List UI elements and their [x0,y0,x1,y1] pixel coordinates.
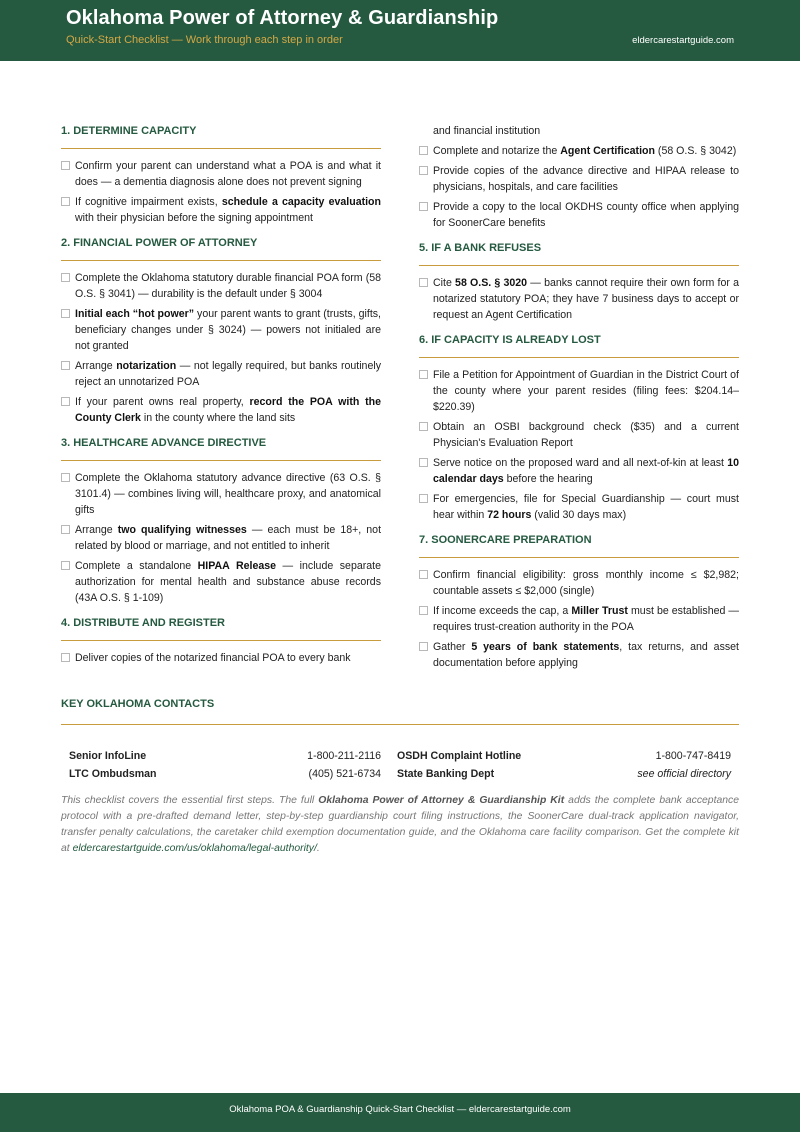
contact-name: OSDH Complaint Hotline [397,750,522,762]
checklist-item: If cognitive impairment exists, schedule a capacity evaluation with their physician before the signing appointment [61,194,381,226]
checkbox[interactable] [61,197,70,206]
checkbox[interactable] [419,642,428,651]
checklist-item: Provide a copy to the local OKDHS county office when applying for SoonerCare benefits [419,199,739,231]
checklist-item: File a Petition for Appointment of Guardian in the District Court of the county where your parent resides (filing fees: $204.14–$220.39) [419,367,739,415]
checkbox[interactable] [61,525,70,534]
checklist-item: Complete the Oklahoma statutory advance directive (63 O.S. § 3101.4) — combines living will, healthcare proxy, and anatomical gifts [61,470,381,518]
checklist-item: If your parent owns real property, record the POA with the County Clerk in the county where the land sits [61,394,381,426]
contacts-table [69,747,731,783]
checkbox[interactable] [61,309,70,318]
checkbox[interactable] [419,570,428,579]
section-heading: 3. HEALTHCARE ADVANCE DIRECTIVE [61,435,381,461]
checkbox[interactable] [61,653,70,662]
checkbox[interactable] [419,606,428,615]
contact-name: State Banking Dept [397,768,495,780]
right-column [419,123,739,675]
section-heading: 4. DISTRIBUTE AND REGISTER [61,615,381,641]
contact-phone: 1-800-211-2116 [307,750,381,762]
checkbox[interactable] [419,494,428,503]
section-heading: 6. IF CAPACITY IS ALREADY LOST [419,332,739,358]
checklist-item: If income exceeds the cap, a Miller Trust must be established — requires trust-creation authority in the POA [419,603,739,635]
contact-name: Senior InfoLine [69,750,147,762]
footer-text: Oklahoma POA & Guardianship Quick-Start Checklist — eldercarestartguide.com [229,1104,571,1115]
footer-bar [0,1093,800,1132]
left-column [61,123,381,670]
checklist-item: Arrange notarization — not legally required, but banks routinely reject an unnotarized POA [61,358,381,390]
contacts-row [69,747,731,765]
checkbox[interactable] [61,473,70,482]
contact-directory-note: see official directory [637,768,731,780]
kit-note: This checklist covers the essential first steps. The full Oklahoma Power of Attorney & Guardianship Kit adds the complete bank acceptance protocol with a pre-drafted demand letter, step-by-step guardianship court filing instructions, the SoonerCare dual-track application navigator, transfer penalty calculations, the caretaker child exemption documentation guide, and the Oklahoma care facility comparison. Get the complete kit at eldercarestartguide.com/us/oklahoma/legal-authority/. [61,795,739,854]
contacts-heading: KEY OKLAHOMA CONTACTS [61,696,739,725]
checkbox[interactable] [419,202,428,211]
checklist-item: Deliver copies of the notarized financial POA to every bank [61,650,381,666]
kit-name: Oklahoma Power of Attorney & Guardianship Kit [318,795,565,806]
checklist-item: Initial each “hot power” your parent wants to grant (trusts, gifts, beneficiary changes under § 3024) — powers not initialed are not granted [61,306,381,354]
section-heading: 5. IF A BANK REFUSES [419,240,739,266]
contact-phone: 1-800-747-8419 [655,750,731,762]
checklist-item: Arrange two qualifying witnesses — each must be 18+, not related by blood or marriage, and not entitled to inherit [61,522,381,554]
checkbox[interactable] [419,146,428,155]
checklist-item: Cite 58 O.S. § 3020 — banks cannot require their own form for a notarized statutory POA; they have 7 business days to accept or request an Agent Certification [419,275,739,323]
contact-name: LTC Ombudsman [69,768,157,780]
kit-link[interactable]: eldercarestartguide.com/us/oklahoma/legal-authority/ [72,843,317,854]
contact-phone: (405) 521-6734 [308,768,381,780]
section-heading: 1. DETERMINE CAPACITY [61,123,381,149]
checkbox[interactable] [419,278,428,287]
checkbox[interactable] [419,458,428,467]
checklist-item: Obtain an OSBI background check ($35) and a current Physician's Evaluation Report [419,419,739,451]
checklist-item: Confirm your parent can understand what a POA is and what it does — a dementia diagnosis alone does not prevent signing [61,158,381,190]
checklist-item: Confirm financial eligibility: gross monthly income ≤ $2,982; countable assets ≤ $2,000 (single) [419,567,739,599]
checkbox[interactable] [419,370,428,379]
checklist-item: Serve notice on the proposed ward and all next-of-kin at least 10 calendar days before the hearing [419,455,739,487]
checklist-item: Gather 5 years of bank statements, tax returns, and asset documentation before applying [419,639,739,671]
header-bar [0,0,800,61]
checkbox[interactable] [61,561,70,570]
checkbox[interactable] [419,422,428,431]
checkbox[interactable] [61,361,70,370]
header-site-link[interactable]: eldercarestartguide.com [632,35,734,46]
page-title: Oklahoma Power of Attorney & Guardianship [66,7,499,29]
checkbox[interactable] [419,166,428,175]
checklist-item: Provide copies of the advance directive and HIPAA release to physicians, hospitals, and care facilities [419,163,739,195]
page-subtitle: Quick-Start Checklist — Work through each step in order [66,34,343,46]
checkbox[interactable] [61,161,70,170]
section-heading: 7. SOONERCARE PREPARATION [419,532,739,558]
checklist-item: Complete the Oklahoma statutory durable financial POA form (58 O.S. § 3041) — durability is the default under § 3004 [61,270,381,302]
section-heading: 2. FINANCIAL POWER OF ATTORNEY [61,235,381,261]
checklist-item: Complete a standalone HIPAA Release — include separate authorization for mental health and substance abuse records (43A O.S. § 1-109) [61,558,381,606]
checkbox[interactable] [61,397,70,406]
checklist-item: For emergencies, file for Special Guardianship — court must hear within 72 hours (valid 30 days max) [419,491,739,523]
checklist-item-continuation: and financial institution [433,125,541,137]
checklist-item: Complete and notarize the Agent Certification (58 O.S. § 3042) [419,143,739,159]
contacts-row [69,765,731,783]
checkbox[interactable] [61,273,70,282]
